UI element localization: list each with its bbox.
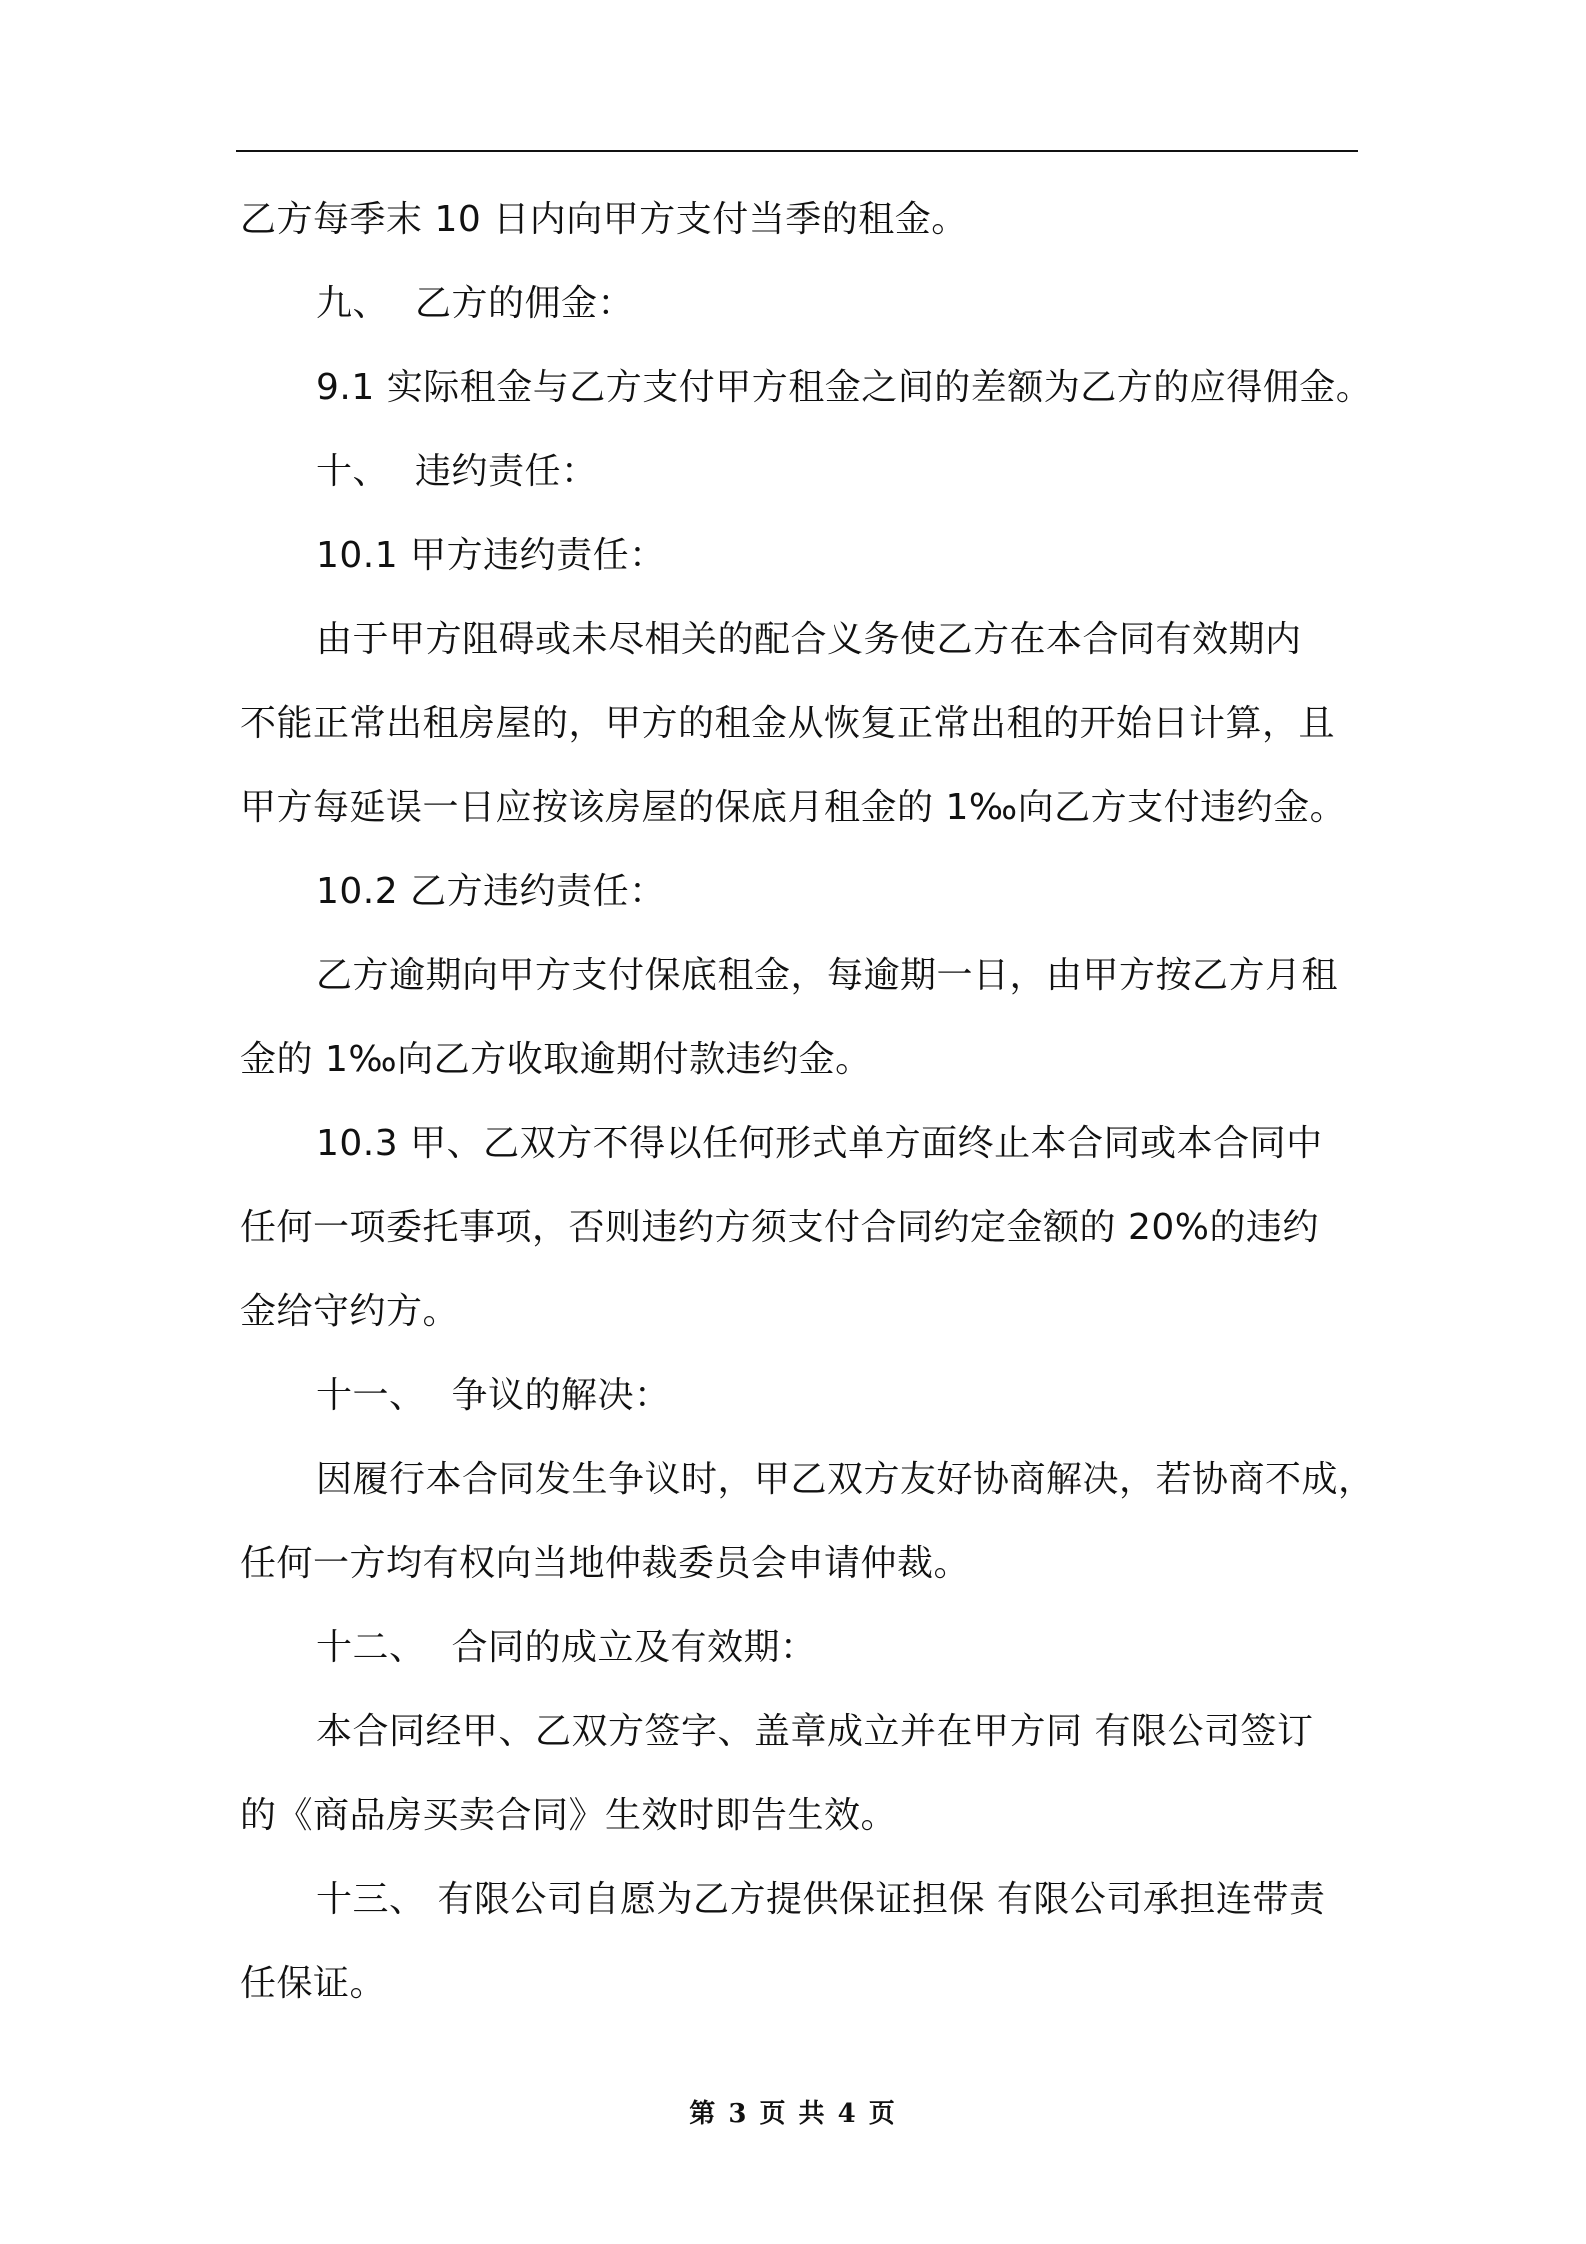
paragraph-line: 由于甲方阻碍或未尽相关的配合义务使乙方在本合同有效期内 bbox=[316, 619, 1302, 660]
section-heading bbox=[316, 1372, 671, 1420]
paragraph-line: 甲方每延误一日应按该房屋的保底月租金的 1‰向乙方支付违约金。 bbox=[240, 787, 1347, 828]
paragraph-line: 任何一项委托事项，否则违约方须支付合同约定金额的 20%的违约 bbox=[240, 1207, 1319, 1248]
paragraph-line: 十三、 有限公司自愿为乙方提供保证担保 有限公司承担连带责 bbox=[316, 1879, 1326, 1920]
paragraph-line: 任保证。 bbox=[240, 1963, 387, 2004]
section-title: 争议的解决： bbox=[451, 1375, 671, 1416]
section-number: 九、 bbox=[316, 283, 390, 324]
section-heading bbox=[316, 1624, 817, 1672]
section-heading bbox=[316, 448, 598, 496]
subsection-heading: 10.2 乙方违约责任： bbox=[316, 871, 666, 912]
paragraph-line: 10.3 甲、乙双方不得以任何形式单方面终止本合同或本合同中 bbox=[316, 1123, 1323, 1164]
subsection-heading: 10.1 甲方违约责任： bbox=[316, 535, 666, 576]
section-title: 违约责任： bbox=[415, 451, 598, 492]
paragraph-line: 本合同经甲、乙双方签字、盖章成立并在甲方同 有限公司签订 bbox=[316, 1711, 1314, 1752]
paragraph-line: 9.1 实际租金与乙方支付甲方租金之间的差额为乙方的应得佣金。 bbox=[316, 367, 1373, 408]
section-number: 十、 bbox=[316, 451, 390, 492]
section-number: 十二、 bbox=[316, 1627, 426, 1668]
paragraph-line: 乙方逾期向甲方支付保底租金，每逾期一日，由甲方按乙方月租 bbox=[316, 955, 1339, 996]
section-title: 合同的成立及有效期： bbox=[451, 1627, 817, 1668]
section-number: 十一、 bbox=[316, 1375, 426, 1416]
paragraph-line: 的《商品房买卖合同》生效时即告生效。 bbox=[240, 1795, 898, 1836]
paragraph-line: 乙方每季末 10 日内向甲方支付当季的租金。 bbox=[240, 199, 968, 240]
paragraph-line: 不能正常出租房屋的，甲方的租金从恢复正常出租的开始日计算，且 bbox=[240, 703, 1336, 744]
page-number-footer: 第 3 页 共 4 页 bbox=[689, 2099, 897, 2129]
section-title: 乙方的佣金： bbox=[415, 283, 635, 324]
section-heading bbox=[316, 280, 634, 328]
paragraph-line: 金的 1‰向乙方收取逾期付款违约金。 bbox=[240, 1039, 872, 1080]
paragraph-line: 因履行本合同发生争议时，甲乙双方友好协商解决，若协商不成， bbox=[316, 1459, 1375, 1500]
header-rule bbox=[236, 150, 1358, 152]
paragraph-line: 金给守约方。 bbox=[240, 1291, 460, 1332]
paragraph-line: 任何一方均有权向当地仲裁委员会申请仲裁。 bbox=[240, 1543, 971, 1584]
